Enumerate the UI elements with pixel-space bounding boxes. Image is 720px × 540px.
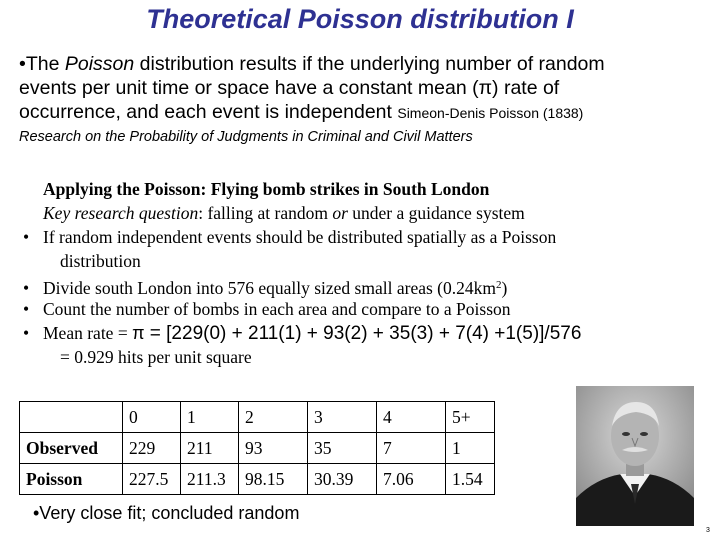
- citation: Research on the Probability of Judgments in Criminal and Civil Matters: [19, 129, 473, 145]
- slide-title: Theoretical Poisson distribution I: [146, 4, 574, 34]
- intro-text: The: [25, 53, 65, 75]
- table-cell: 227.5: [123, 464, 181, 495]
- list-item-text: If random independent events should be distributed spatially as a Poisson: [43, 227, 557, 247]
- table-cell: [20, 402, 123, 433]
- intro-line-1: [19, 52, 709, 76]
- list-item: [23, 273, 507, 300]
- superscript: 2: [495, 279, 502, 291]
- list-item-text: Divide south London into 576 equally sized small areas (0.24km: [43, 278, 496, 298]
- table-header-cell: 4: [377, 402, 446, 433]
- intro-italic-poisson: Poisson: [64, 53, 135, 75]
- table-cell: 211: [181, 433, 239, 464]
- table-header-cell: 1: [181, 402, 239, 433]
- row-label: Observed: [20, 433, 123, 464]
- list-item: [23, 321, 581, 346]
- question-text: under a guidance system: [347, 203, 525, 223]
- table-cell: 93: [239, 433, 308, 464]
- list-item: [23, 225, 556, 249]
- table-header-cell: 5+: [446, 402, 495, 433]
- question-or: or: [332, 203, 348, 223]
- bullet-glyph: •: [23, 227, 30, 247]
- author-attribution: Simeon-Denis Poisson (1838): [397, 105, 584, 121]
- table-row: [20, 464, 495, 495]
- intro-line-2: events per unit time or space have a constant mean (π) rate of: [19, 77, 560, 99]
- intro-paragraph: [19, 52, 709, 125]
- intro-line-3: [19, 100, 709, 125]
- table-header-cell: 3: [308, 402, 377, 433]
- question-label: Key research question: [43, 203, 199, 223]
- table-cell: 211.3: [181, 464, 239, 495]
- bullet-glyph: •: [23, 323, 30, 343]
- question-text: : falling at random: [198, 203, 333, 223]
- bullet-glyph: •: [23, 278, 30, 298]
- table-header-cell: 2: [239, 402, 308, 433]
- data-table: [19, 401, 495, 495]
- table-cell: 30.39: [308, 464, 377, 495]
- list-item: [23, 297, 511, 321]
- table-row: [20, 433, 495, 464]
- bullet-glyph: •: [19, 53, 26, 75]
- bullet-glyph: •: [23, 299, 30, 319]
- table-cell: 229: [123, 433, 181, 464]
- table-cell: 1.54: [446, 464, 495, 495]
- row-label: Poisson: [20, 464, 123, 495]
- table-header-cell: 0: [123, 402, 181, 433]
- list-item-text: Mean rate =: [43, 323, 133, 343]
- table-cell: 35: [308, 433, 377, 464]
- list-item-text: Count the number of bombs in each area and compare to a Poisson: [43, 299, 511, 319]
- page-number: 3: [706, 527, 710, 534]
- table-cell: 1: [446, 433, 495, 464]
- portrait-photo: [576, 386, 694, 526]
- mean-result: = 0.929 hits per unit square: [60, 347, 252, 367]
- example-heading: Applying the Poisson: Flying bomb strikes in South London: [43, 179, 490, 199]
- table-header-row: [20, 402, 495, 433]
- conclusion-note: •Very close fit; concluded random: [33, 503, 300, 523]
- research-question: [43, 201, 525, 225]
- intro-text: distribution results if the underlying number of random: [134, 53, 605, 75]
- pi-symbol: π: [132, 323, 145, 343]
- list-item-continuation: distribution: [60, 251, 141, 271]
- mean-formula: = [229(0) + 211(1) + 93(2) + 35(3) + 7(4) +1(5)]/576: [144, 323, 582, 344]
- table-cell: 7: [377, 433, 446, 464]
- table-cell: 7.06: [377, 464, 446, 495]
- list-item-text: ): [501, 278, 508, 298]
- intro-text: occurrence, and each event is independent: [19, 101, 398, 123]
- table-cell: 98.15: [239, 464, 308, 495]
